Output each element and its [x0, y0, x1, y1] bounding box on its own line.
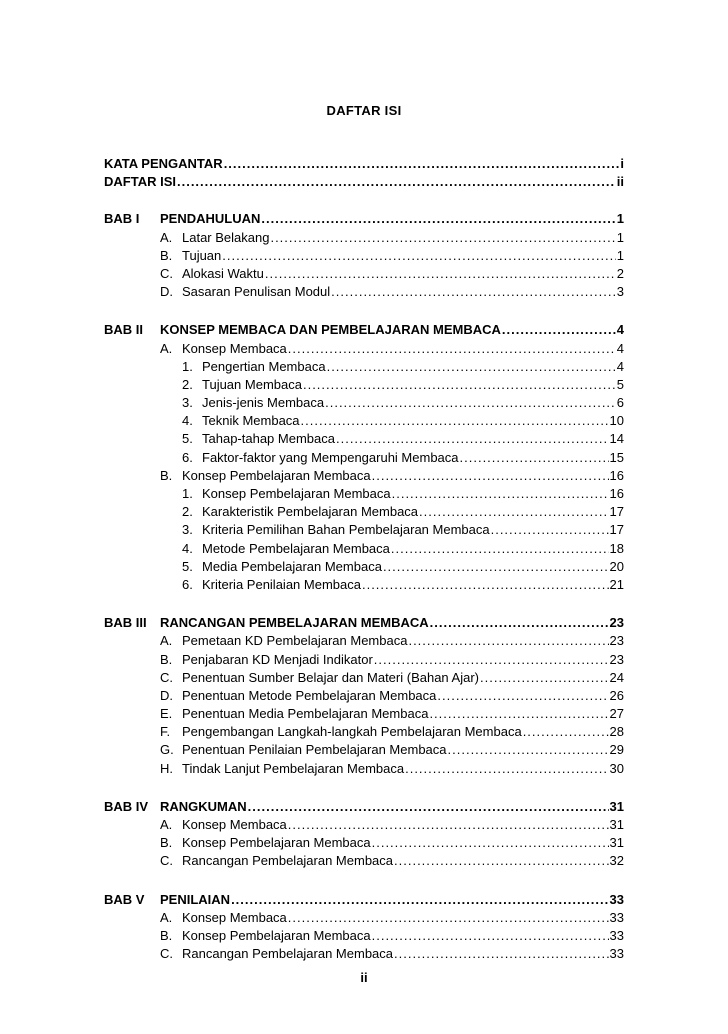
toc-entry-label: Alokasi Waktu [182, 265, 264, 281]
dot-leader [248, 798, 609, 816]
chapter-heading-bab-4[interactable] [104, 798, 624, 816]
toc-subentry[interactable] [104, 449, 624, 467]
item-marker: 5. [182, 558, 193, 574]
chapter-number: BAB V [104, 891, 145, 907]
chapter-title: PENDAHULUAN [160, 211, 261, 227]
dot-leader [430, 614, 609, 632]
dot-leader [429, 705, 608, 723]
item-marker: A. [160, 340, 173, 356]
toc-entry-label: Teknik Membaca [202, 413, 300, 429]
chapter-heading-bab-3[interactable] [104, 614, 624, 632]
item-marker: B. [160, 467, 173, 483]
dot-leader [372, 927, 609, 945]
toc-page-number: 31 [609, 835, 624, 851]
dot-leader [177, 173, 616, 191]
toc-entry-label: Konsep Membaca [182, 340, 287, 356]
toc-subentry[interactable] [104, 503, 624, 521]
toc-page-number: 26 [609, 687, 624, 703]
toc-page-number: 31 [609, 798, 624, 814]
toc-entry-label: Konsep Membaca [182, 817, 287, 832]
item-marker: 4. [182, 540, 193, 556]
toc-page-number: ii [616, 174, 624, 190]
item-marker: 2. [182, 504, 193, 520]
toc-entry-label: Konsep Pembelajaran Membaca [202, 486, 391, 501]
toc-page-number: 4 [616, 322, 624, 338]
dot-leader [362, 576, 609, 594]
toc-subentry[interactable] [104, 576, 624, 594]
toc-entry-label: Konsep Pembelajaran Membaca [182, 835, 371, 851]
toc-page-number: 16 [609, 486, 624, 501]
toc-entry-label: Pemetaan KD Pembelajaran Membaca [182, 633, 408, 649]
toc-page-number: 21 [609, 576, 624, 592]
toc-entry-label: Pengembangan Langkah-langkah Pembelajaran Membaca [182, 724, 522, 740]
toc-page-number: 1 [616, 211, 624, 227]
chapter-number: BAB III [104, 615, 147, 631]
item-marker: B. [160, 247, 173, 263]
toc-page-number: 1 [616, 247, 624, 263]
dot-leader [448, 741, 609, 759]
page-number-footer: ii [360, 970, 368, 985]
item-marker: 6. [182, 576, 193, 592]
toc-page-number: 16 [609, 467, 624, 483]
toc-page-number: 23 [609, 615, 624, 631]
toc-entry[interactable] [104, 283, 624, 301]
spacer [104, 778, 624, 798]
toc-entry-label: Tahap-tahap Membaca [202, 431, 335, 447]
toc-subentry[interactable] [104, 521, 624, 539]
dot-leader [523, 723, 609, 741]
toc-page-number: 27 [609, 706, 624, 722]
toc-entry[interactable] [104, 229, 624, 247]
toc-entry-label: Rancangan Pembelajaran Membaca [182, 946, 394, 962]
chapter-number: BAB I [104, 211, 140, 227]
toc-entry-label: Penentuan Metode Pembelajaran Membaca [182, 687, 437, 703]
dot-leader [502, 321, 616, 339]
toc-entry-label: Jenis-jenis Membaca [202, 395, 325, 411]
dot-leader [270, 229, 615, 247]
toc-entry-label: Rancangan Pembelajaran Membaca [182, 853, 394, 869]
dot-leader [372, 834, 609, 852]
toc-entry-kata-pengantar[interactable] [104, 155, 624, 173]
page-title: DAFTAR ISI [326, 103, 402, 118]
toc-page-number: 1 [616, 229, 624, 245]
toc-page-number: 23 [609, 633, 624, 649]
toc-subentry[interactable] [104, 394, 624, 412]
dot-leader [327, 358, 616, 376]
chapter-title: KONSEP MEMBACA DAN PEMBELAJARAN MEMBACA [160, 322, 501, 338]
item-marker: 3. [182, 395, 193, 411]
toc-entry-label: Penentuan Media Pembelajaran Membaca [182, 706, 429, 722]
toc-page-number: 6 [616, 395, 624, 411]
dot-leader [325, 394, 616, 412]
dot-leader [383, 558, 609, 576]
dot-leader [374, 651, 609, 669]
dot-leader [265, 265, 616, 283]
item-marker: G. [160, 742, 174, 758]
toc-subentry[interactable] [104, 430, 624, 448]
chapter-number: BAB II [104, 322, 143, 338]
dot-leader [288, 909, 609, 927]
toc-entry[interactable] [104, 852, 624, 870]
toc-page-number: 20 [609, 558, 624, 574]
toc-subentry[interactable] [104, 412, 624, 430]
toc-page-number: 4 [616, 340, 624, 356]
toc-page-number: 17 [609, 522, 624, 538]
dot-leader [303, 376, 616, 394]
toc-entry-label: DAFTAR ISI [104, 174, 176, 190]
toc-entry[interactable] [104, 945, 624, 963]
dot-leader [288, 816, 609, 834]
dot-leader [331, 283, 616, 301]
dot-leader [222, 247, 615, 265]
table-of-contents [104, 155, 624, 963]
item-marker: F. [160, 724, 171, 740]
item-marker: C. [160, 946, 173, 962]
chapter-heading-bab-1[interactable] [104, 210, 624, 228]
toc-entry[interactable] [104, 705, 624, 723]
dot-leader [460, 449, 609, 467]
item-marker: 2. [182, 376, 193, 392]
item-marker: 5. [182, 431, 193, 447]
toc-entry[interactable] [104, 927, 624, 945]
item-marker: 1. [182, 486, 193, 501]
toc-entry[interactable] [104, 669, 624, 687]
spacer [104, 191, 624, 210]
toc-page-number: i [620, 156, 624, 171]
toc-entry-label: Konsep Membaca [182, 909, 287, 925]
toc-entry[interactable] [104, 909, 624, 927]
chapter-title: RANCANGAN PEMBELAJARAN MEMBACA [160, 615, 429, 631]
chapter-title: RANGKUMAN [160, 798, 247, 814]
toc-page-number: 4 [616, 358, 624, 374]
toc-entry-label: Latar Belakang [182, 229, 270, 245]
dot-leader [480, 669, 609, 687]
toc-page-number: 33 [609, 891, 624, 907]
item-marker: B. [160, 651, 173, 667]
toc-page-number: 23 [609, 651, 624, 667]
toc-entry-label: Penentuan Sumber Belajar dan Materi (Bahan Ajar) [182, 669, 480, 685]
toc-entry-label: Kriteria Pemilihan Bahan Pembelajaran Membaca [202, 522, 490, 538]
item-marker: C. [160, 853, 173, 869]
dot-leader [261, 210, 615, 228]
toc-page-number: 2 [616, 265, 624, 281]
spacer [104, 594, 624, 614]
toc-entry-label: Sasaran Penulisan Modul [182, 284, 331, 300]
item-marker: 6. [182, 449, 193, 465]
toc-subentry[interactable] [104, 485, 624, 503]
item-marker: A. [160, 633, 173, 649]
toc-page-number: 17 [609, 504, 624, 520]
toc-entry-label: Tujuan [182, 247, 222, 263]
dot-leader [491, 521, 609, 539]
dot-leader [437, 687, 608, 705]
toc-entry-label: Konsep Pembelajaran Membaca [182, 927, 371, 943]
item-marker: B. [160, 835, 173, 851]
toc-entry[interactable] [104, 760, 624, 778]
dot-leader [372, 467, 609, 485]
toc-entry-label: Pengertian Membaca [202, 358, 326, 374]
toc-entry-label: Media Pembelajaran Membaca [202, 558, 382, 574]
toc-entry[interactable] [104, 632, 624, 650]
chapter-title: PENILAIAN [160, 891, 231, 907]
toc-page-number: 5 [616, 376, 624, 392]
toc-page-number: 33 [609, 946, 624, 962]
dot-leader [394, 945, 609, 963]
item-marker: C. [160, 265, 173, 281]
toc-page-number: 24 [609, 669, 624, 685]
toc-entry[interactable] [104, 467, 624, 485]
spacer [104, 871, 624, 891]
item-marker: 3. [182, 522, 193, 538]
toc-entry-label: Tujuan Membaca [202, 376, 302, 392]
toc-entry-label: Metode Pembelajaran Membaca [202, 540, 390, 556]
item-marker: D. [160, 284, 173, 300]
dot-leader [405, 760, 608, 778]
chapter-number: BAB IV [104, 798, 149, 814]
toc-entry[interactable] [104, 723, 624, 741]
toc-page-number: 14 [609, 431, 624, 447]
toc-page-number: 28 [609, 724, 624, 740]
item-marker: C. [160, 669, 173, 685]
toc-page-number: 30 [609, 760, 624, 776]
toc-entry-label: Kriteria Penilaian Membaca [202, 576, 361, 592]
toc-entry[interactable] [104, 265, 624, 283]
dot-leader [231, 891, 608, 909]
toc-entry[interactable] [104, 687, 624, 705]
item-marker: A. [160, 909, 173, 925]
dot-leader [391, 540, 609, 558]
item-marker: E. [160, 706, 173, 722]
toc-page-number: 10 [609, 413, 624, 429]
dot-leader [301, 412, 609, 430]
dot-leader [394, 852, 609, 870]
toc-entry-label: Tindak Lanjut Pembelajaran Membaca [182, 760, 405, 776]
spacer [104, 301, 624, 321]
toc-subentry[interactable] [104, 558, 624, 576]
toc-entry[interactable] [104, 816, 624, 834]
toc-entry[interactable] [104, 340, 624, 358]
item-marker: B. [160, 927, 173, 943]
toc-page-number: 32 [609, 853, 624, 869]
item-marker: H. [160, 760, 173, 776]
toc-entry[interactable] [104, 247, 624, 265]
toc-entry-daftar-isi[interactable] [104, 173, 624, 191]
item-marker: 1. [182, 358, 193, 374]
toc-entry-label: Konsep Pembelajaran Membaca [182, 467, 371, 483]
toc-entry[interactable] [104, 651, 624, 669]
item-marker: A. [160, 817, 173, 832]
dot-leader [392, 485, 609, 503]
toc-page-number: 15 [609, 449, 624, 465]
toc-subentry[interactable] [104, 358, 624, 376]
toc-subentry[interactable] [104, 376, 624, 394]
toc-page-number: 33 [609, 927, 624, 943]
toc-subentry[interactable] [104, 540, 624, 558]
toc-page-number: 18 [609, 540, 624, 556]
toc-entry-label: Faktor-faktor yang Mempengaruhi Membaca [202, 449, 459, 465]
toc-page-number: 3 [616, 284, 624, 300]
toc-page-number: 33 [609, 909, 624, 925]
dot-leader [419, 503, 608, 521]
chapter-heading-bab-2[interactable] [104, 321, 624, 339]
dot-leader [224, 155, 620, 173]
item-marker: 4. [182, 413, 193, 429]
toc-page-number: 29 [609, 742, 624, 758]
dot-leader [288, 340, 616, 358]
chapter-heading-bab-5[interactable] [104, 891, 624, 909]
toc-entry-label: KATA PENGANTAR [104, 156, 223, 171]
toc-entry-label: Penjabaran KD Menjadi Indikator [182, 651, 373, 667]
toc-entry[interactable] [104, 834, 624, 852]
item-marker: D. [160, 687, 173, 703]
toc-entry[interactable] [104, 741, 624, 759]
dot-leader [336, 430, 609, 448]
dot-leader [408, 632, 608, 650]
toc-entry-label: Penentuan Penilaian Pembelajaran Membaca [182, 742, 447, 758]
item-marker: A. [160, 229, 173, 245]
toc-page-number: 31 [609, 817, 624, 832]
toc-entry-label: Karakteristik Pembelajaran Membaca [202, 504, 419, 520]
